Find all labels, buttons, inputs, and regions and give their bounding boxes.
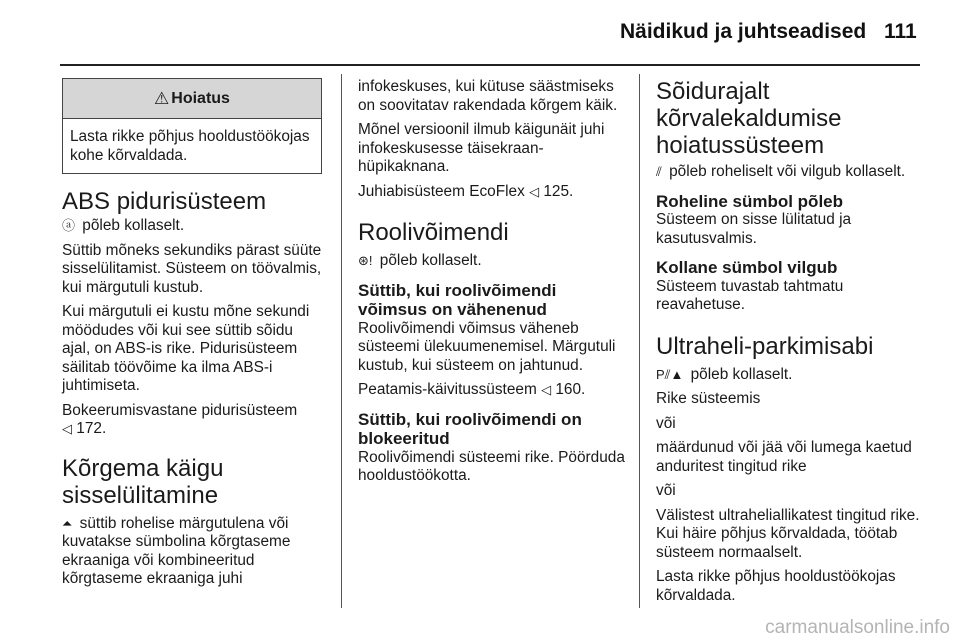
steering-warning-icon: ⊛! [358,253,373,268]
lane-sub1-text: Süsteem on sisse lülitatud ja kasutusvalmis. [656,211,852,247]
reference-arrow-icon: ◁ [62,421,72,436]
parking-paragraph-2: või [656,414,676,432]
abs-icon: ⓐ [62,218,76,233]
col2-paragraph-1: infokeskuses, kui kütuse säästmiseks on soovitatav rakendada kõrgem käik. [358,78,618,114]
parking-paragraph-6: Lasta rikke põhjus hooldustöökojas kõrvaldada. [656,568,896,604]
upshift-text: ⏶ süttib rohelise märgutulena või kuvatakse sümbolina kõrgtaseme ekraaniga või kombineeritud kõrgtaseme ekraaniga juhi [62,514,291,587]
lane-subheading-2: Kollane sümbol vilgub [656,258,838,277]
section-heading-abs: ABS pidurisüsteem [62,188,267,215]
warning-header [63,79,321,119]
steering-subheading-1: Süttib, kui roolivõimendi võimsus on vähenenud [358,280,557,319]
steering-sub2-text: Roolivõimendi süsteemi rike. Pöörduda hooldustöökotta. [358,448,625,484]
column-divider-2 [639,74,640,608]
lane-departure-icon: ⫽ [656,164,662,179]
col2-paragraph-3: Juhiabisüsteem EcoFlex ◁ 125. [358,182,574,200]
parking-paragraph-4: või [656,482,676,499]
reference-arrow-icon: ◁ [529,183,540,199]
warning-title: Hoiatus [171,89,230,107]
warning-triangle-icon: ⚠ [154,88,170,108]
page-title: Näidikud ja juhtseadised [620,20,867,43]
warning-text: Lasta rikke põhjus hooldustöökojas kohe kõrvaldada. [70,128,310,164]
warning-body [63,119,321,173]
lane-subheading-1: Roheline sümbol põleb [656,191,844,211]
warning-box [62,78,322,174]
parking-paragraph-3: määrdunud või jää või lumega kaetud anduritest tingitud rike [656,439,912,475]
abs-paragraph-2: Kui märgutuli ei kustu mõne sekundi möödudes või kui see süttib sõidu ajal, on ABS-is rike. Pidurisüsteem säilitab töövõime ka ilma ABS-i juhtimiseta. [62,303,310,394]
steering-sub1-text-1: Roolivõimendi võimsus väheneb süsteemi ülekuumenemisel. Märgutuli kustub, kui süsteem on jahtunud. [358,319,616,374]
column-3 [656,78,924,611]
parking-paragraph-5: Välistest ultraheliallikatest tingitud rike. Kui häire põhjus kõrvaldada, töötab süsteem normaalselt. [656,506,920,561]
lane-status: ⫽ põleb roheliselt või vilgub kollaselt. [656,163,906,180]
steering-subheading-2: Süttib, kui roolivõimendi on blokeeritud [358,409,582,448]
section-heading-steering: Roolivõimendi [358,219,509,246]
steering-sub1-text-2: Peatamis-käivitussüsteem ◁ 160. [358,381,586,398]
column-2 [358,78,628,492]
column-1 [62,78,324,595]
lane-sub2-text: Süsteem tuvastab tahtmatu reavahetuse. [656,277,844,313]
section-heading-lane-departure: Sõidurajalt kõrvalekaldumise hoiatussüsteem [656,78,842,159]
parking-paragraph-1: Rike süsteemis [656,390,761,407]
abs-status: ⓐ põleb kollaselt. [62,217,185,234]
col2-paragraph-2: Mõnel versioonil ilmub käigunäit juhi infokeskusesse täisekraan-hüpikaknana. [358,121,605,175]
upshift-icon: ⏶ [62,515,73,531]
footer-watermark: carmanualsonline.info [765,617,950,638]
page-number: 111 [884,20,917,43]
abs-paragraph-3: Bokeerumisvastane pidurisüsteem ◁ 172. [62,401,298,437]
abs-paragraph-1: Süttib mõneks sekundiks pärast süüte sisselülitamist. Süsteem on töövalmis, kui märgutuli kustub. [62,241,322,296]
reference-arrow-icon: ◁ [541,382,552,397]
header-divider [60,64,920,66]
section-heading-parking: Ultraheli-parkimisabi [656,332,874,360]
column-divider-1 [341,74,342,608]
parking-status: P⫽▲ põleb kollaselt. [656,365,793,383]
section-heading-upshift: Kõrgema käigu sisselülitamine [62,454,224,509]
steering-status: ⊛! põleb kollaselt. [358,252,482,269]
parking-assist-icon: P⫽▲ [656,366,684,382]
